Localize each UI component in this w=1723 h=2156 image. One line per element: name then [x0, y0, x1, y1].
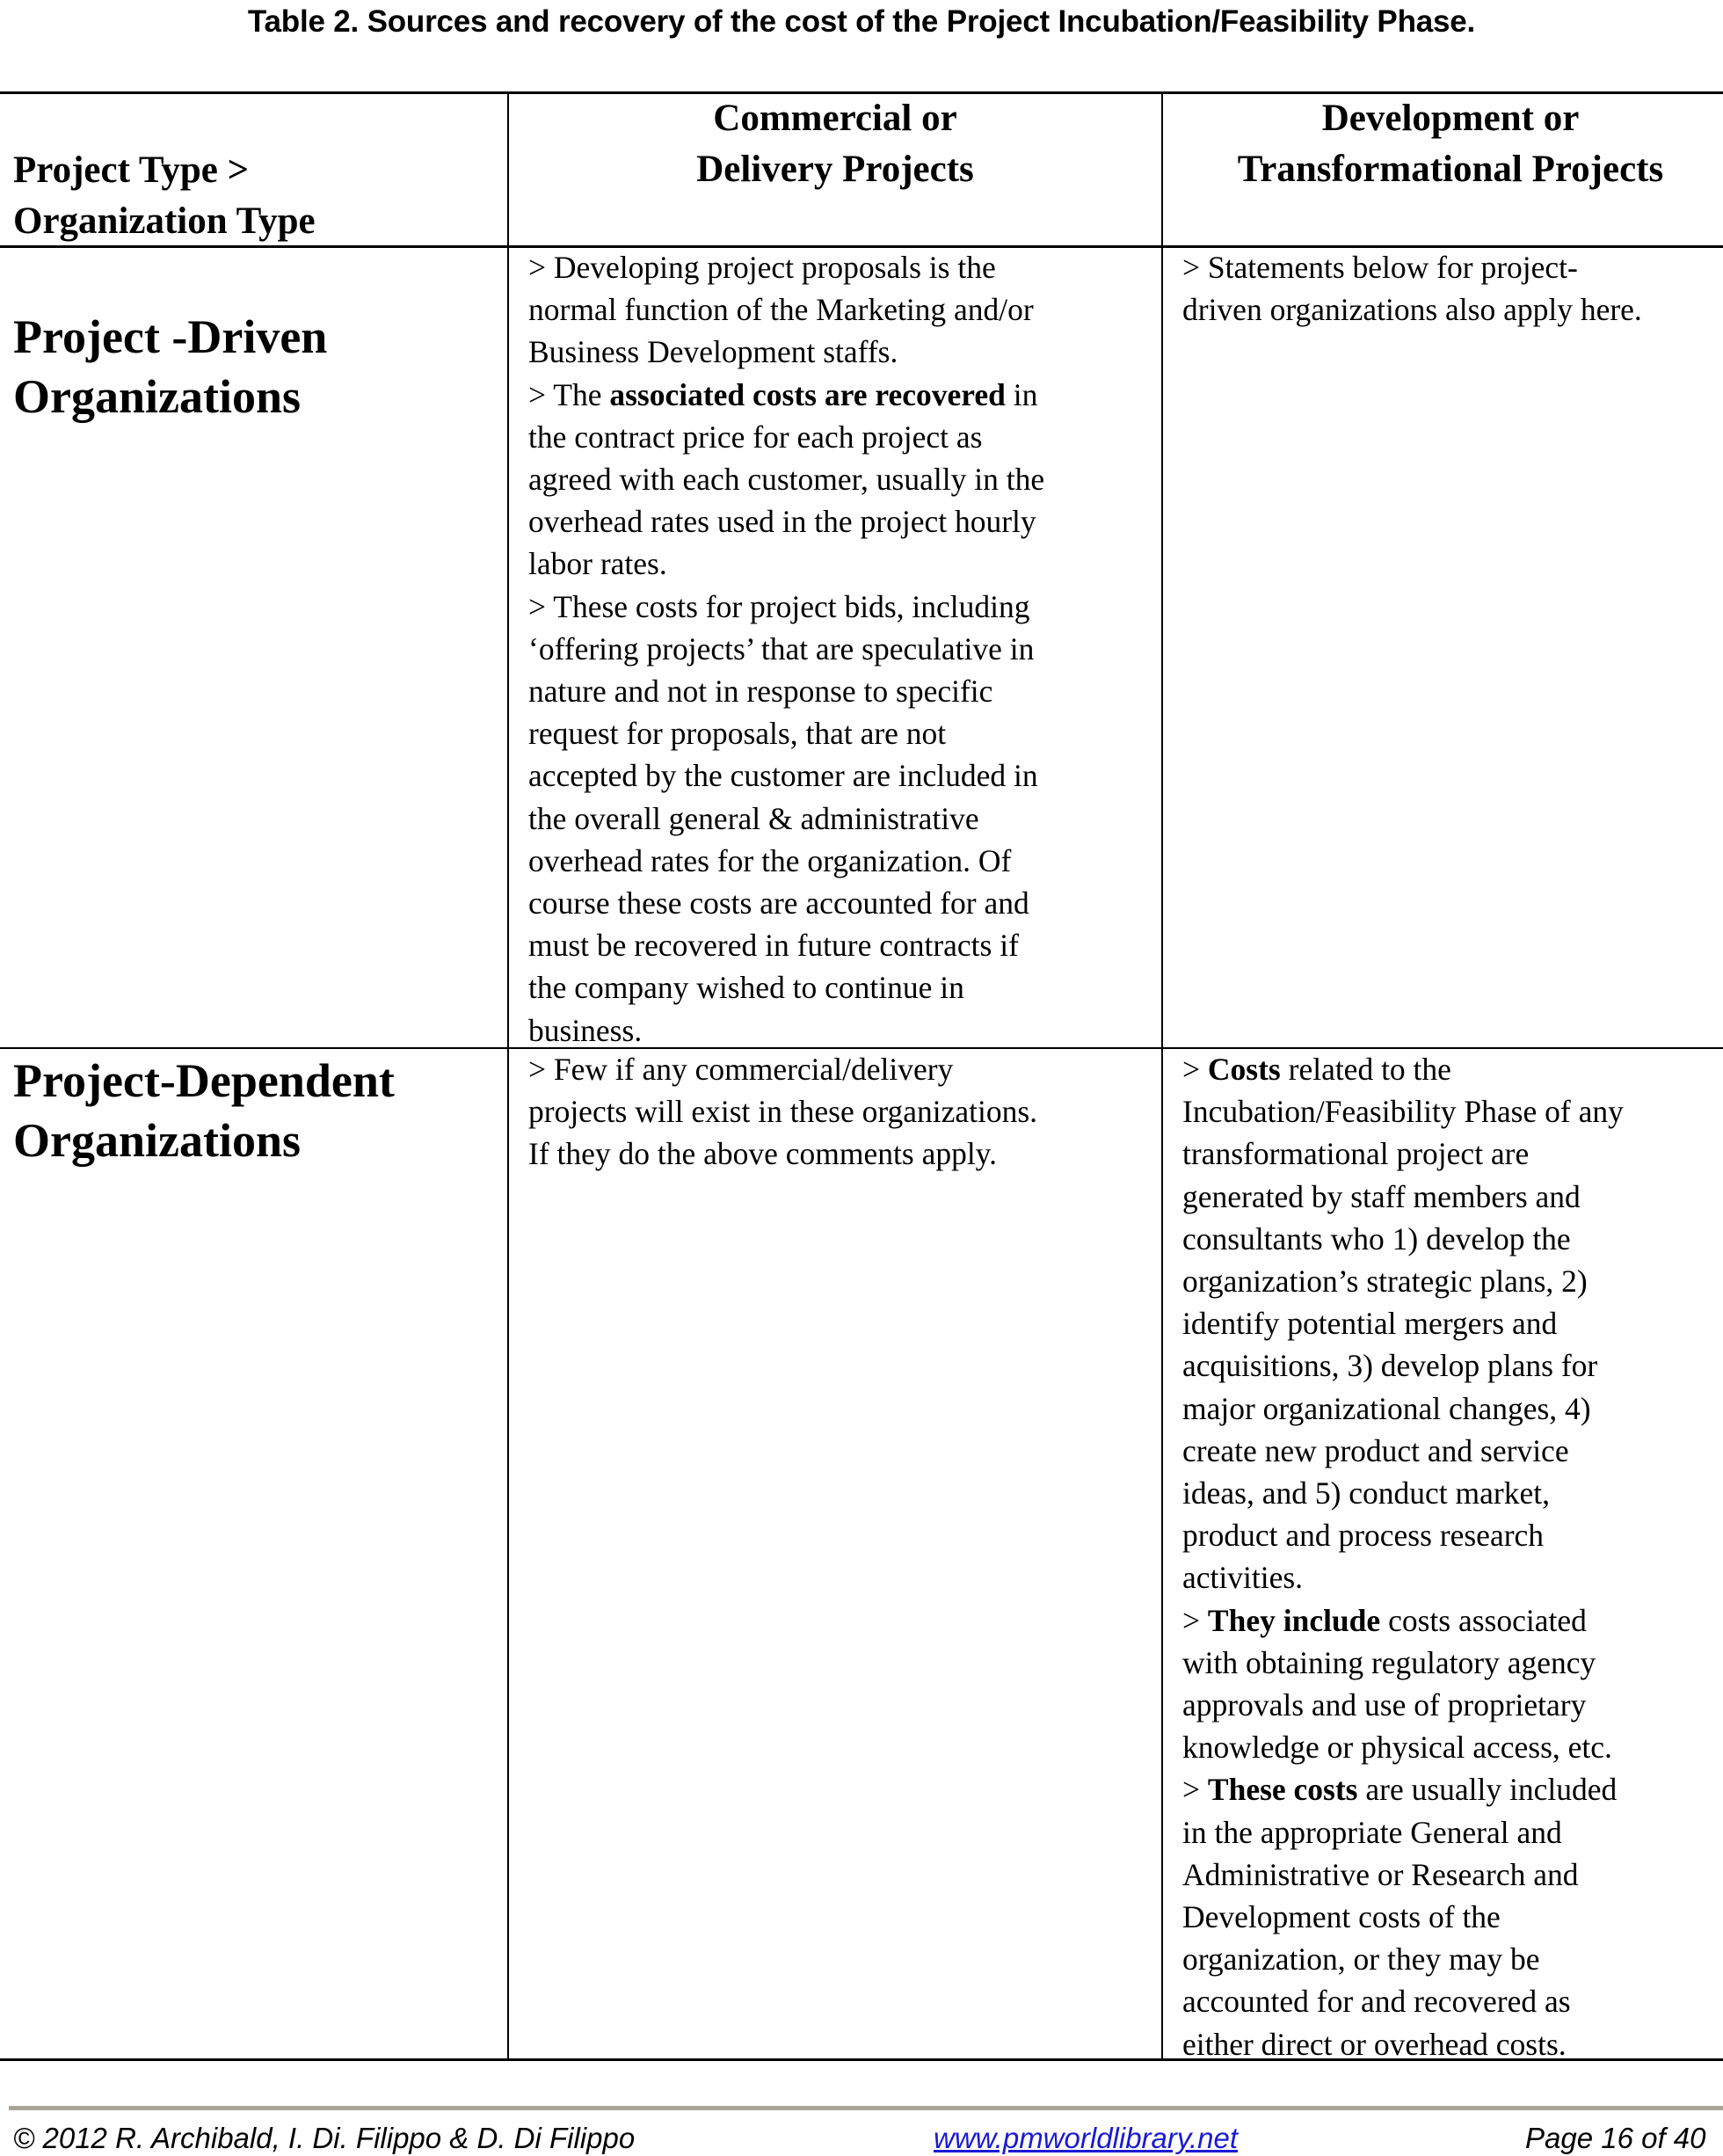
text-line: Business Development staffs. — [528, 334, 898, 370]
text-line: transformational project are — [1182, 1136, 1530, 1172]
text-line: > These costs for project bids, including — [528, 588, 1030, 624]
text-line: accounted for and recovered as — [1182, 1984, 1571, 2020]
text-line: Administrative or Research and — [1182, 1856, 1579, 1892]
header-corner-line-1: Project Type > — [13, 149, 250, 191]
text-line: acquisitions, 3) develop plans for — [1182, 1348, 1598, 1384]
text-line: the company wished to continue in — [528, 970, 964, 1006]
column-divider-2 — [1161, 91, 1163, 2061]
table-title: Table 2. Sources and recovery of the cost of the Project Incubation/Feasibility Phase. — [247, 4, 1476, 39]
text-line: > Costs related to the — [1182, 1052, 1451, 1087]
column-divider-1 — [507, 91, 509, 2061]
text-line: accepted by the customer are included in — [528, 758, 1038, 794]
text-line: the overall general & administrative — [528, 800, 979, 836]
text-line: driven organizations also apply here. — [1182, 292, 1642, 328]
header-commercial-projects — [509, 93, 1161, 195]
header-corner-cell — [13, 145, 316, 247]
row-header-line-1: Project -Driven — [13, 310, 328, 363]
text-line: identify potential mergers and — [1182, 1306, 1558, 1342]
text-line: overhead rates for the organization. Of — [528, 842, 1012, 878]
row-header-project-driven — [13, 307, 327, 426]
text-line: request for proposals, that are not — [528, 716, 947, 752]
text-line: > The associated costs are recovered in — [528, 376, 1038, 412]
text-line: approvals and use of proprietary — [1182, 1687, 1587, 1723]
text-line: > These costs are usually included — [1182, 1772, 1618, 1808]
text-line: labor rates. — [528, 546, 667, 582]
cell-project-dependent-commercial — [528, 1048, 1037, 1176]
text-line: If they do the above comments apply. — [528, 1136, 998, 1172]
row-header-project-dependent — [13, 1051, 395, 1170]
row-header-line-2: Organizations — [13, 370, 302, 423]
text-line: activities. — [1182, 1560, 1304, 1596]
text-line: Incubation/Feasibility Phase of any — [1182, 1094, 1624, 1130]
header-commercial-line-2: Delivery Projects — [696, 149, 974, 190]
text-line: organization, or they may be — [1182, 1941, 1540, 1978]
text-line: normal function of the Marketing and/or — [528, 292, 1034, 328]
text-line: the contract price for each project as — [528, 419, 983, 455]
text-line: major organizational changes, 4) — [1182, 1390, 1591, 1426]
footer-page-number: Page 16 of 40 — [1525, 2122, 1706, 2154]
text-line: agreed with each customer, usually in the — [528, 462, 1045, 498]
cell-project-driven-transformational — [1182, 246, 1642, 331]
text-line: either direct or overhead costs. — [1182, 2026, 1567, 2062]
text-line: projects will exist in these organizations. — [528, 1094, 1038, 1130]
text-line: must be recovered in future contracts if — [528, 928, 1019, 964]
text-line: nature and not in response to specific — [528, 674, 993, 710]
text-line: > They include costs associated — [1182, 1602, 1587, 1638]
text-line: course these costs are accounted for and — [528, 885, 1029, 921]
text-line: in the appropriate General and — [1182, 1814, 1562, 1850]
text-line: consultants who 1) develop the — [1182, 1220, 1571, 1256]
header-transformational-line-1: Development or — [1321, 98, 1580, 139]
text-line: create new product and service — [1182, 1432, 1569, 1468]
row-header-line-1: Project-Dependent — [13, 1054, 395, 1107]
header-corner-line-2: Organization Type — [13, 200, 316, 242]
header-transformational-projects — [1163, 93, 1723, 195]
row-header-line-2: Organizations — [13, 1114, 302, 1167]
cell-project-dependent-transformational — [1182, 1048, 1624, 2065]
text-line: with obtaining regulatory agency — [1182, 1644, 1596, 1680]
text-line: Development costs of the — [1182, 1899, 1501, 1935]
footer-website-link[interactable]: www.pmworldlibrary.net — [934, 2122, 1238, 2154]
text-line: generated by staff members and — [1182, 1178, 1581, 1214]
footer-rule — [9, 2106, 1723, 2110]
text-line: > Statements below for project- — [1182, 250, 1578, 285]
text-line: business. — [528, 1012, 643, 1048]
text-line: ideas, and 5) conduct market, — [1182, 1475, 1550, 1511]
cell-project-driven-commercial — [528, 246, 1044, 1052]
footer-copyright: © 2012 R. Archibald, I. Di. Filippo & D. Di Filippo — [13, 2122, 636, 2154]
text-line: product and process research — [1182, 1518, 1545, 1554]
text-line: overhead rates used in the project hourly — [528, 504, 1036, 540]
text-line: > Developing project proposals is the — [528, 250, 996, 285]
text-line: knowledge or physical access, etc. — [1182, 1730, 1612, 1766]
text-line: ‘offering projects’ that are speculative in — [528, 630, 1035, 666]
text-line: > Few if any commercial/delivery — [528, 1052, 954, 1087]
text-line: organization’s strategic plans, 2) — [1182, 1264, 1588, 1300]
header-commercial-line-1: Commercial or — [713, 98, 957, 139]
header-transformational-line-2: Transformational Projects — [1237, 149, 1664, 190]
